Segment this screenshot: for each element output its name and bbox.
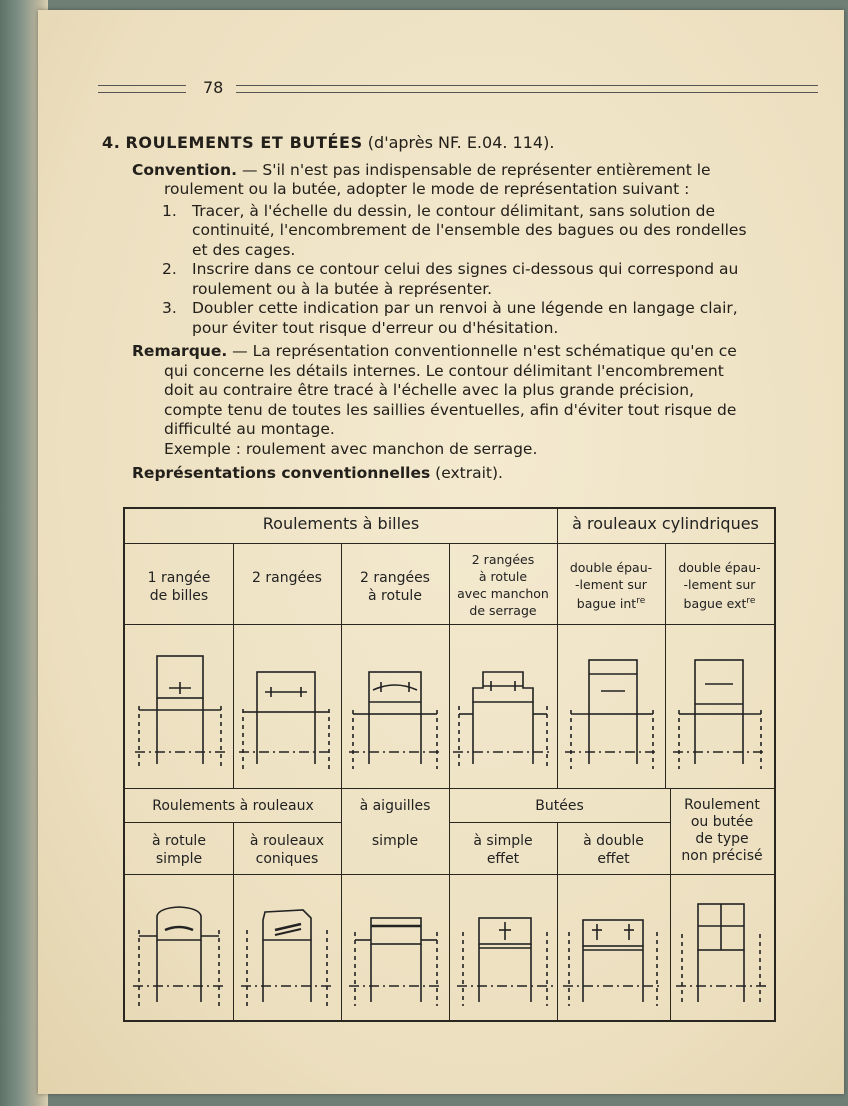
step-text: roulement ou à la butée à représenter.: [192, 279, 493, 298]
group-header-needles: à aiguilles: [359, 798, 431, 814]
group-header-cylindrical-rollers: à rouleaux cylindriques: [572, 514, 759, 533]
ball-single-row-icon: [125, 624, 233, 788]
needle-simple-icon: [341, 874, 449, 1022]
step-number: 1.: [162, 201, 177, 220]
ball-double-row-icon: [233, 624, 341, 788]
convention-paragraph: [132, 161, 822, 200]
ball-adapter-sleeve-icon: [449, 624, 557, 788]
roller-outer-shoulder-icon: [665, 624, 773, 788]
step-number: 3.: [162, 299, 177, 317]
remarque-text: doit au contraire être tracé à l'échelle avec la plus grande précision,: [164, 381, 695, 399]
step-text: et des cages.: [192, 240, 296, 259]
thrust-single-icon: [449, 874, 557, 1022]
step-text: Doubler cette indication par un renvoi à une légende en langage clair,: [192, 299, 738, 317]
representations-label: Représentations conventionnelles: [132, 464, 431, 482]
col-header: 2 rangées à rotule: [360, 570, 430, 604]
col-header: à double effet: [583, 833, 644, 867]
list-item: [162, 260, 822, 299]
bearing-symbols-table: [123, 507, 776, 1022]
convention-steps: [162, 202, 822, 339]
col-header: 1 rangée de billes: [147, 570, 211, 604]
convention-text-2: roulement ou la butée, adopter le mode de représentation suivant :: [164, 180, 690, 198]
step-number: 2.: [162, 260, 177, 278]
step-text: Tracer, à l'échelle du dessin, le contour délimitant, sans solution de: [192, 201, 716, 220]
page-number: 78: [203, 78, 224, 97]
step-text: Inscrire dans ce contour celui des signes ci-dessous qui correspond au: [192, 260, 739, 278]
remarque-text: difficulté au montage.: [164, 420, 335, 438]
convention-dash: —: [241, 160, 258, 179]
remarque-text: qui concerne les détails internes. Le contour délimitant l'encombrement: [164, 361, 724, 380]
col-header: à rotule simple: [152, 833, 206, 867]
col-header: double épau- -lement sur bague ext$^{re}$: [678, 560, 761, 612]
remarque-paragraph: [132, 342, 822, 459]
remarque-text: compte tenu de toutes les saillies éventuelles, afin d'éviter tout risque de: [164, 400, 737, 419]
col-header: double épau- -lement sur bague int$^{re}$: [569, 560, 653, 612]
col-header: à rouleaux coniques: [249, 833, 325, 867]
page-header: [98, 78, 818, 100]
group-header-unspecified: Roulement ou butée de type non précisé: [681, 797, 763, 864]
roller-spherical-icon: [125, 874, 233, 1022]
group-header-roller-bearings: Roulements à rouleaux: [152, 798, 314, 814]
unspecified-bearing-icon: [670, 874, 774, 1022]
convention-text-1: S'il n'est pas indispensable de représenter entièrement le: [262, 160, 711, 179]
list-item: [162, 202, 822, 261]
representations-heading: [132, 464, 822, 484]
table-rule: [125, 822, 341, 823]
group-header-ball-bearings: Roulements à billes: [262, 514, 420, 533]
remarque-dash: —: [232, 342, 248, 360]
list-item: [162, 299, 822, 338]
step-text: continuité, l'encombrement de l'ensemble des bagues ou des rondelles: [192, 221, 747, 239]
col-header: simple: [371, 833, 419, 849]
group-header-thrust: Butées: [535, 798, 584, 814]
section-title: ROULEMENTS ET BUTÉES: [125, 133, 363, 152]
ball-self-aligning-icon: [341, 624, 449, 788]
remarque-text: La représentation conventionnelle n'est schématique qu'en ce: [252, 342, 737, 360]
col-header: à simple effet: [473, 833, 533, 867]
book-page: [38, 10, 844, 1094]
convention-label: Convention.: [132, 160, 238, 179]
thrust-double-icon: [557, 874, 670, 1022]
col-header: 2 rangées: [252, 570, 322, 586]
roller-tapered-icon: [233, 874, 341, 1022]
roller-inner-shoulder-icon: [557, 624, 665, 788]
remarque-example: Exemple : roulement avec manchon de serrage.: [164, 439, 538, 458]
page-body: [102, 133, 822, 484]
table-rule: [449, 822, 670, 823]
representations-suffix: (extrait).: [435, 464, 503, 482]
header-rule-right: [236, 85, 818, 93]
col-header: 2 rangées à rotule avec manchon de serrage: [457, 552, 549, 618]
section-number: 4.: [102, 133, 121, 152]
header-rule-left: [98, 85, 186, 93]
step-text: pour éviter tout risque d'erreur ou d'hésitation.: [192, 318, 559, 337]
remarque-label: Remarque.: [132, 342, 228, 360]
section-heading: [102, 133, 822, 153]
section-source: (d'après NF. E.04. 114).: [367, 133, 555, 152]
